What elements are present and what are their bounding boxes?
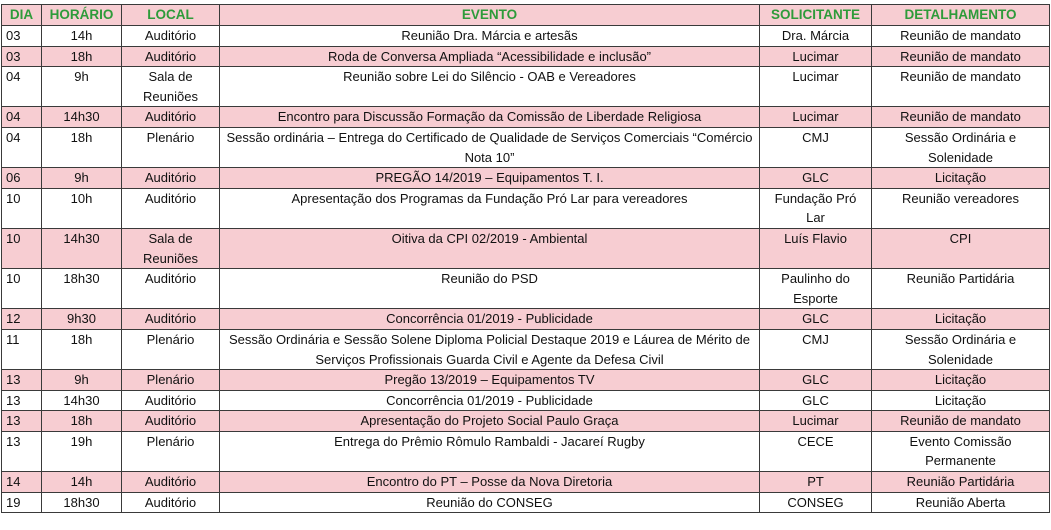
cell-detalhamento: Sessão Ordinária e Solenidade [872,127,1050,167]
cell-solicitante: Lucimar [760,46,872,67]
cell-dia: 19 [2,492,42,513]
cell-horario: 18h [42,411,122,432]
cell-horario: 9h [42,370,122,391]
table-row [2,472,1050,493]
table-row [2,228,1050,268]
cell-evento: Pregão 13/2019 – Equipamentos TV [220,370,760,391]
table-row [2,107,1050,128]
cell-horario: 14h [42,472,122,493]
cell-detalhamento: Evento Comissão Permanente [872,431,1050,471]
table-row [2,390,1050,411]
cell-local: Auditório [122,46,220,67]
cell-local: Auditório [122,188,220,228]
cell-evento: Roda de Conversa Ampliada “Acessibilidade e inclusão” [220,46,760,67]
table-row [2,309,1050,330]
cell-detalhamento: Reunião de mandato [872,67,1050,107]
cell-local: Auditório [122,411,220,432]
cell-dia: 10 [2,188,42,228]
table-row [2,370,1050,391]
cell-local: Plenário [122,431,220,471]
cell-dia: 13 [2,370,42,391]
cell-local: Auditório [122,390,220,411]
cell-detalhamento: Reunião de mandato [872,26,1050,47]
cell-evento: Reunião do CONSEG [220,492,760,513]
table-row [2,26,1050,47]
cell-detalhamento: Licitação [872,390,1050,411]
cell-detalhamento: Reunião Partidária [872,269,1050,309]
header-solicitante: SOLICITANTE [760,5,872,26]
cell-evento: Reunião sobre Lei do Silêncio - OAB e Vereadores [220,67,760,107]
cell-solicitante: Paulinho do Esporte [760,269,872,309]
cell-local: Plenário [122,127,220,167]
cell-dia: 10 [2,269,42,309]
cell-detalhamento: Licitação [872,168,1050,189]
cell-solicitante: Lucimar [760,107,872,128]
cell-solicitante: PT [760,472,872,493]
cell-local: Auditório [122,107,220,128]
cell-horario: 14h30 [42,107,122,128]
table-row [2,411,1050,432]
cell-solicitante: GLC [760,370,872,391]
cell-dia: 13 [2,411,42,432]
cell-detalhamento: Licitação [872,309,1050,330]
cell-solicitante: CMJ [760,329,872,369]
cell-detalhamento: Reunião vereadores [872,188,1050,228]
cell-evento: Sessão ordinária – Entrega do Certificado de Qualidade de Serviços Comerciais “Comércio Nota 10” [220,127,760,167]
cell-solicitante: Lucimar [760,67,872,107]
cell-dia: 03 [2,46,42,67]
cell-horario: 10h [42,188,122,228]
cell-horario: 18h [42,329,122,369]
cell-evento: Concorrência 01/2019 - Publicidade [220,390,760,411]
cell-horario: 9h [42,67,122,107]
table-row [2,329,1050,369]
cell-dia: 12 [2,309,42,330]
cell-local: Auditório [122,26,220,47]
cell-solicitante: CONSEG [760,492,872,513]
table-row [2,188,1050,228]
table-row [2,269,1050,309]
cell-dia: 11 [2,329,42,369]
cell-dia: 06 [2,168,42,189]
cell-horario: 14h30 [42,228,122,268]
cell-solicitante: CECE [760,431,872,471]
cell-horario: 18h30 [42,269,122,309]
table-row [2,168,1050,189]
table-row [2,127,1050,167]
cell-solicitante: GLC [760,390,872,411]
cell-solicitante: CMJ [760,127,872,167]
cell-local: Sala de Reuniões [122,67,220,107]
cell-evento: Concorrência 01/2019 - Publicidade [220,309,760,330]
cell-horario: 18h [42,46,122,67]
cell-local: Plenário [122,329,220,369]
cell-detalhamento: CPI [872,228,1050,268]
cell-evento: Apresentação dos Programas da Fundação Pró Lar para vereadores [220,188,760,228]
cell-evento: Encontro para Discussão Formação da Comissão de Liberdade Religiosa [220,107,760,128]
cell-dia: 04 [2,107,42,128]
table-header-row [2,5,1050,26]
header-detalhamento: DETALHAMENTO [872,5,1050,26]
cell-detalhamento: Sessão Ordinária e Solenidade [872,329,1050,369]
cell-local: Auditório [122,269,220,309]
table-row [2,46,1050,67]
table-row [2,431,1050,471]
cell-local: Auditório [122,309,220,330]
events-table [1,4,1050,513]
cell-solicitante: Fundação Pró Lar [760,188,872,228]
cell-evento: PREGÃO 14/2019 – Equipamentos T. I. [220,168,760,189]
cell-evento: Entrega do Prêmio Rômulo Rambaldi - Jacareí Rugby [220,431,760,471]
cell-local: Sala de Reuniões [122,228,220,268]
cell-local: Auditório [122,168,220,189]
cell-evento: Apresentação do Projeto Social Paulo Graça [220,411,760,432]
cell-detalhamento: Reunião de mandato [872,107,1050,128]
cell-horario: 14h [42,26,122,47]
table-body [2,26,1050,513]
cell-solicitante: Lucimar [760,411,872,432]
cell-dia: 03 [2,26,42,47]
cell-solicitante: Luís Flavio [760,228,872,268]
cell-horario: 19h [42,431,122,471]
cell-solicitante: GLC [760,309,872,330]
cell-evento: Sessão Ordinária e Sessão Solene Diploma Policial Destaque 2019 e Láurea de Mérito de Serviços Profissionais Guarda Civil e Agente da Defesa Civil [220,329,760,369]
cell-detalhamento: Reunião Aberta [872,492,1050,513]
header-dia: DIA [2,5,42,26]
table-row [2,492,1050,513]
cell-horario: 18h30 [42,492,122,513]
cell-dia: 14 [2,472,42,493]
table-row [2,67,1050,107]
cell-detalhamento: Reunião de mandato [872,46,1050,67]
cell-evento: Reunião do PSD [220,269,760,309]
cell-solicitante: GLC [760,168,872,189]
cell-solicitante: Dra. Márcia [760,26,872,47]
header-local: LOCAL [122,5,220,26]
cell-local: Plenário [122,370,220,391]
cell-horario: 9h [42,168,122,189]
cell-horario: 9h30 [42,309,122,330]
cell-detalhamento: Reunião de mandato [872,411,1050,432]
cell-local: Auditório [122,472,220,493]
cell-dia: 13 [2,431,42,471]
cell-horario: 14h30 [42,390,122,411]
header-evento: EVENTO [220,5,760,26]
cell-evento: Reunião Dra. Márcia e artesãs [220,26,760,47]
cell-horario: 18h [42,127,122,167]
cell-evento: Encontro do PT – Posse da Nova Diretoria [220,472,760,493]
cell-evento: Oitiva da CPI 02/2019 - Ambiental [220,228,760,268]
cell-dia: 13 [2,390,42,411]
cell-detalhamento: Licitação [872,370,1050,391]
cell-dia: 04 [2,127,42,167]
header-horario: HORÁRIO [42,5,122,26]
cell-dia: 10 [2,228,42,268]
cell-dia: 04 [2,67,42,107]
cell-local: Auditório [122,492,220,513]
cell-detalhamento: Reunião Partidária [872,472,1050,493]
